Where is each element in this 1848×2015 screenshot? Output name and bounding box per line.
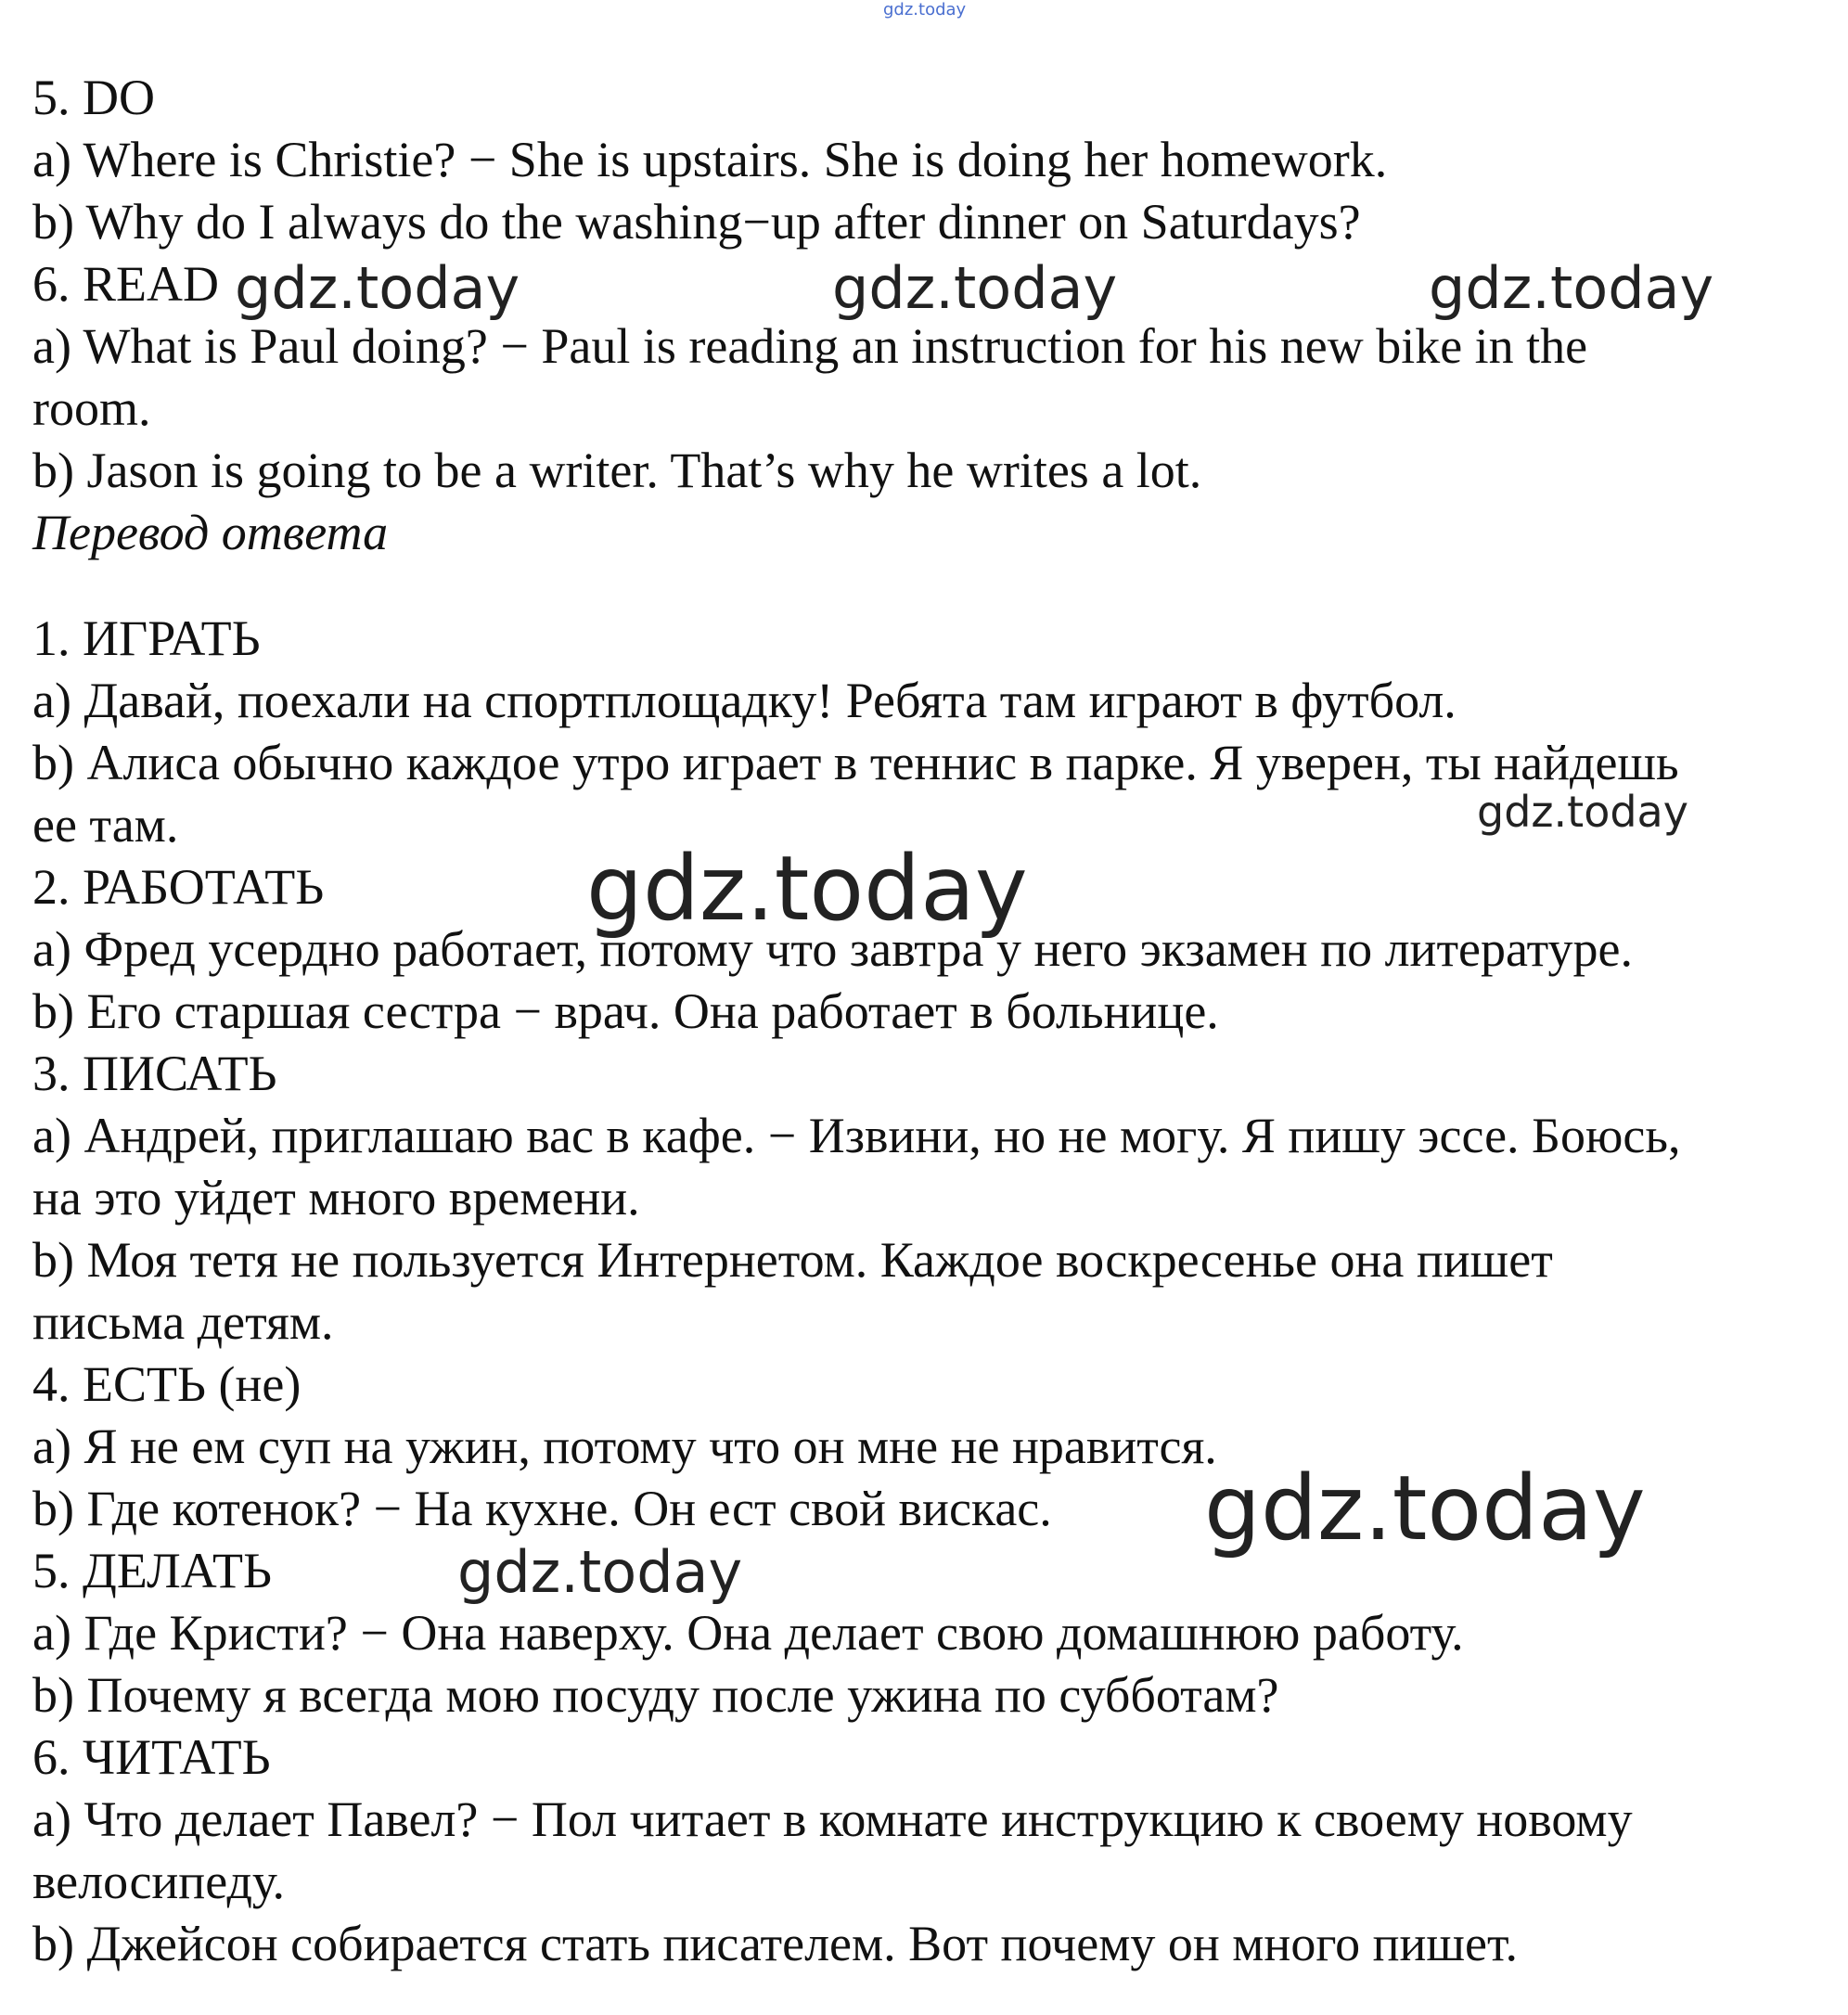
translation-heading: Перевод ответа bbox=[32, 505, 389, 560]
answer-line: b) Jason is going to be a writer. That’s why he writes a lot. bbox=[32, 443, 1202, 498]
translation-line: a) Что делает Павел? − Пол читает в комнате инструкцию к своему новому bbox=[32, 1791, 1633, 1847]
translation-line: b) Где котенок? − На кухне. Он ест свой вискас. bbox=[32, 1481, 1052, 1536]
translation-heading-eat: 4. ЕСТЬ (не) bbox=[32, 1356, 302, 1412]
translation-heading-read: 6. ЧИТАТЬ bbox=[32, 1729, 271, 1785]
answer-line: room. bbox=[32, 380, 151, 436]
watermark-text: gdz.today bbox=[1477, 787, 1688, 837]
translation-line: ее там. bbox=[32, 797, 179, 853]
translation-line: a) Где Кристи? − Она наверху. Она делает свою домашнюю работу. bbox=[32, 1605, 1464, 1661]
watermark-text: gdz.today bbox=[1429, 254, 1714, 322]
watermark-text: gdz.today bbox=[1204, 1457, 1646, 1560]
watermark-text: gdz.today bbox=[883, 0, 967, 19]
answer-line: a) What is Paul doing? − Paul is reading an instruction for his new bike in the bbox=[32, 318, 1588, 374]
translation-line: a) Фред усердно работает, потому что завтра у него экзамен по литературе. bbox=[32, 921, 1633, 977]
watermark-text: gdz.today bbox=[832, 254, 1118, 322]
watermark-text: gdz.today bbox=[235, 254, 520, 322]
watermark-text: gdz.today bbox=[586, 837, 1028, 941]
translation-line: a) Я не ем суп на ужин, потому что он мне не нравится. bbox=[32, 1418, 1217, 1474]
translation-line: b) Его старшая сестра − врач. Она работает в больнице. bbox=[32, 983, 1219, 1039]
answer-line: a) Where is Christie? − She is upstairs. She is doing her homework. bbox=[32, 132, 1388, 187]
answer-heading-do: 5. DO bbox=[32, 70, 155, 125]
translation-line: письма детям. bbox=[32, 1294, 334, 1350]
translation-line: b) Джейсон собирается стать писателем. Вот почему он много пишет. bbox=[32, 1916, 1519, 1971]
translation-line: велосипеду. bbox=[32, 1854, 286, 1909]
translation-heading-play: 1. ИГРАТЬ bbox=[32, 610, 261, 666]
watermark-text: gdz.today bbox=[457, 1538, 743, 1606]
translation-heading-do: 5. ДЕЛАТЬ bbox=[32, 1543, 272, 1598]
answer-line: b) Why do I always do the washing−up after dinner on Saturdays? bbox=[32, 194, 1361, 250]
translation-heading-work: 2. РАБОТАТЬ bbox=[32, 859, 325, 915]
translation-line: b) Моя тетя не пользуется Интернетом. Каждое воскресенье она пишет bbox=[32, 1232, 1553, 1288]
answer-heading-read: 6. READ bbox=[32, 256, 219, 312]
translation-heading-write: 3. ПИСАТЬ bbox=[32, 1046, 277, 1101]
translation-line: b) Почему я всегда мою посуду после ужина по субботам? bbox=[32, 1667, 1279, 1723]
translation-line: на это уйдет много времени. bbox=[32, 1170, 640, 1226]
translation-line: a) Давай, поехали на спортплощадку! Ребята там играют в футбол. bbox=[32, 673, 1457, 728]
translation-line: a) Андрей, приглашаю вас в кафе. − Извини, но не могу. Я пишу эссе. Боюсь, bbox=[32, 1108, 1681, 1163]
translation-line: b) Алиса обычно каждое утро играет в теннис в парке. Я уверен, ты найдешь bbox=[32, 735, 1679, 790]
